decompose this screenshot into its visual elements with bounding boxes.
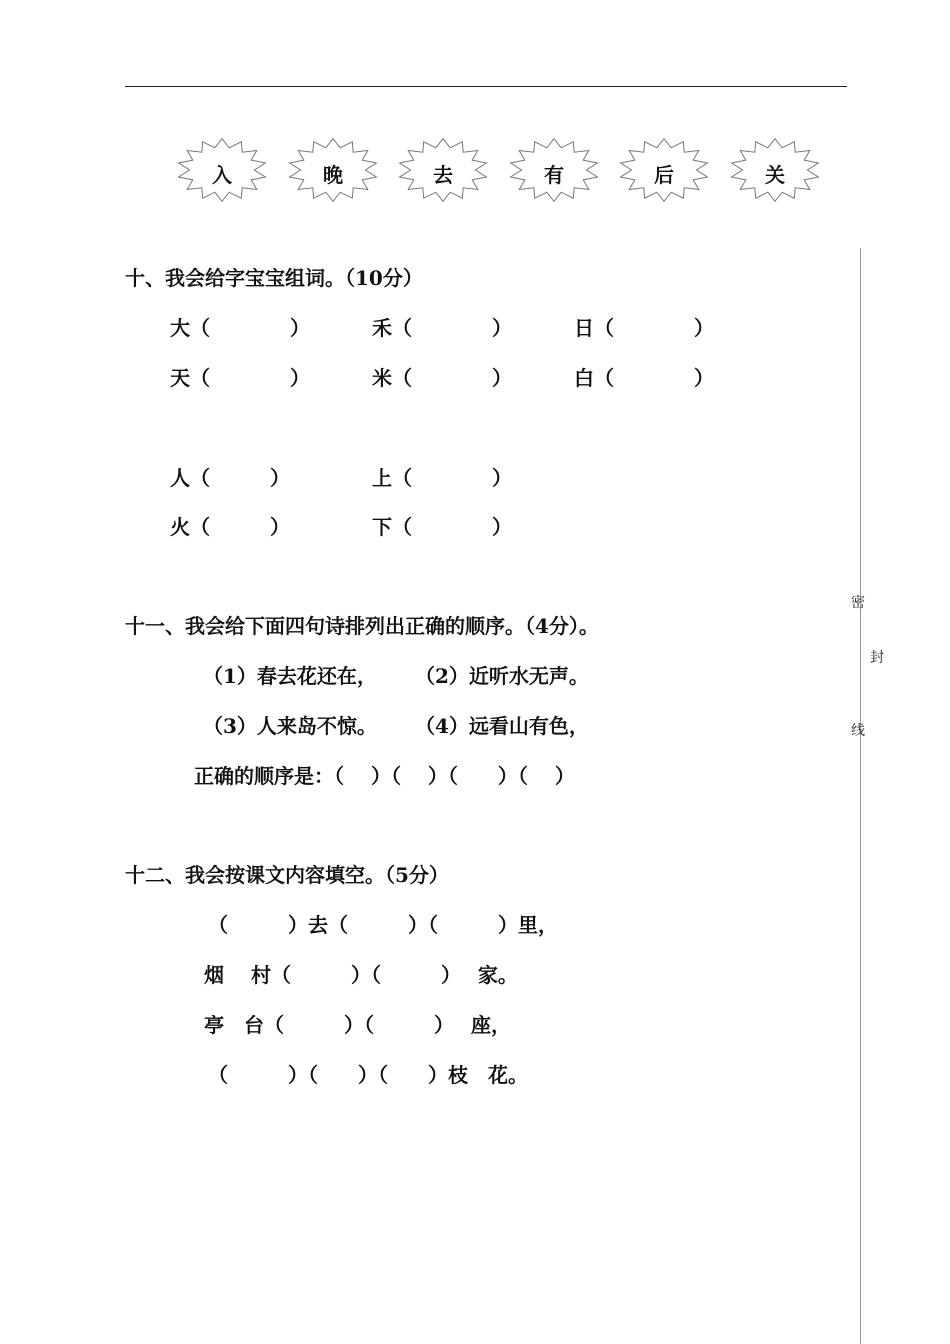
section-11-title: 十一、我会给下面四句诗排列出正确的顺序。（4分）。: [125, 614, 599, 638]
word-blank[interactable]: 下（ ）: [372, 515, 512, 539]
section-10-title: 十、我会给字宝宝组词。（10分）: [125, 266, 423, 290]
word-blank[interactable]: 米（ ）: [372, 366, 512, 390]
starburst-badge: [286, 137, 380, 203]
star-character: 后: [654, 163, 674, 187]
fill-line[interactable]: 亭 台（ ）（ ） 座，: [204, 1013, 511, 1037]
word-blank[interactable]: 火（ ）: [170, 515, 290, 539]
seal-char: 密: [851, 595, 865, 611]
poem-line: （4）远看山有色，: [415, 714, 589, 738]
seal-char: 线: [851, 723, 865, 739]
order-answer[interactable]: 正确的顺序是：（ ）（ ）（ ）（ ）: [194, 764, 575, 788]
starburst-badge: [175, 137, 269, 203]
star-character: 入: [212, 163, 232, 187]
star-character: 关: [765, 163, 785, 187]
word-blank[interactable]: 天（ ）: [170, 366, 310, 390]
seal-char: 封: [870, 650, 884, 666]
fill-line[interactable]: （ ）去（ ）（ ）里，: [208, 913, 558, 937]
starburst-badge: [617, 137, 711, 203]
word-blank[interactable]: 禾（ ）: [372, 316, 512, 340]
star-character: 有: [544, 163, 564, 187]
poem-line: （3）人来岛不惊。: [203, 714, 377, 738]
starburst-badge: [507, 137, 601, 203]
fill-line[interactable]: （ ）（ ）（ ）枝 花。: [208, 1063, 528, 1087]
star-character: 去: [433, 163, 453, 187]
starburst-badge: [728, 137, 822, 203]
seal-line: [860, 248, 861, 1344]
poem-line: （2）近听水无声。: [415, 664, 589, 688]
star-character: 晚: [323, 163, 343, 187]
word-blank[interactable]: 白（ ）: [574, 366, 714, 390]
poem-line: （1）春去花还在，: [203, 664, 377, 688]
word-blank[interactable]: 人（ ）: [170, 466, 290, 490]
header-rule: [125, 86, 847, 87]
starburst-badge: [396, 137, 490, 203]
fill-line[interactable]: 烟 村（ ）（ ） 家。: [204, 963, 518, 987]
word-blank[interactable]: 日（ ）: [574, 316, 714, 340]
word-blank[interactable]: 大（ ）: [170, 316, 310, 340]
word-blank[interactable]: 上（ ）: [372, 466, 512, 490]
section-12-title: 十二、我会按课文内容填空。（5分）: [125, 863, 449, 887]
